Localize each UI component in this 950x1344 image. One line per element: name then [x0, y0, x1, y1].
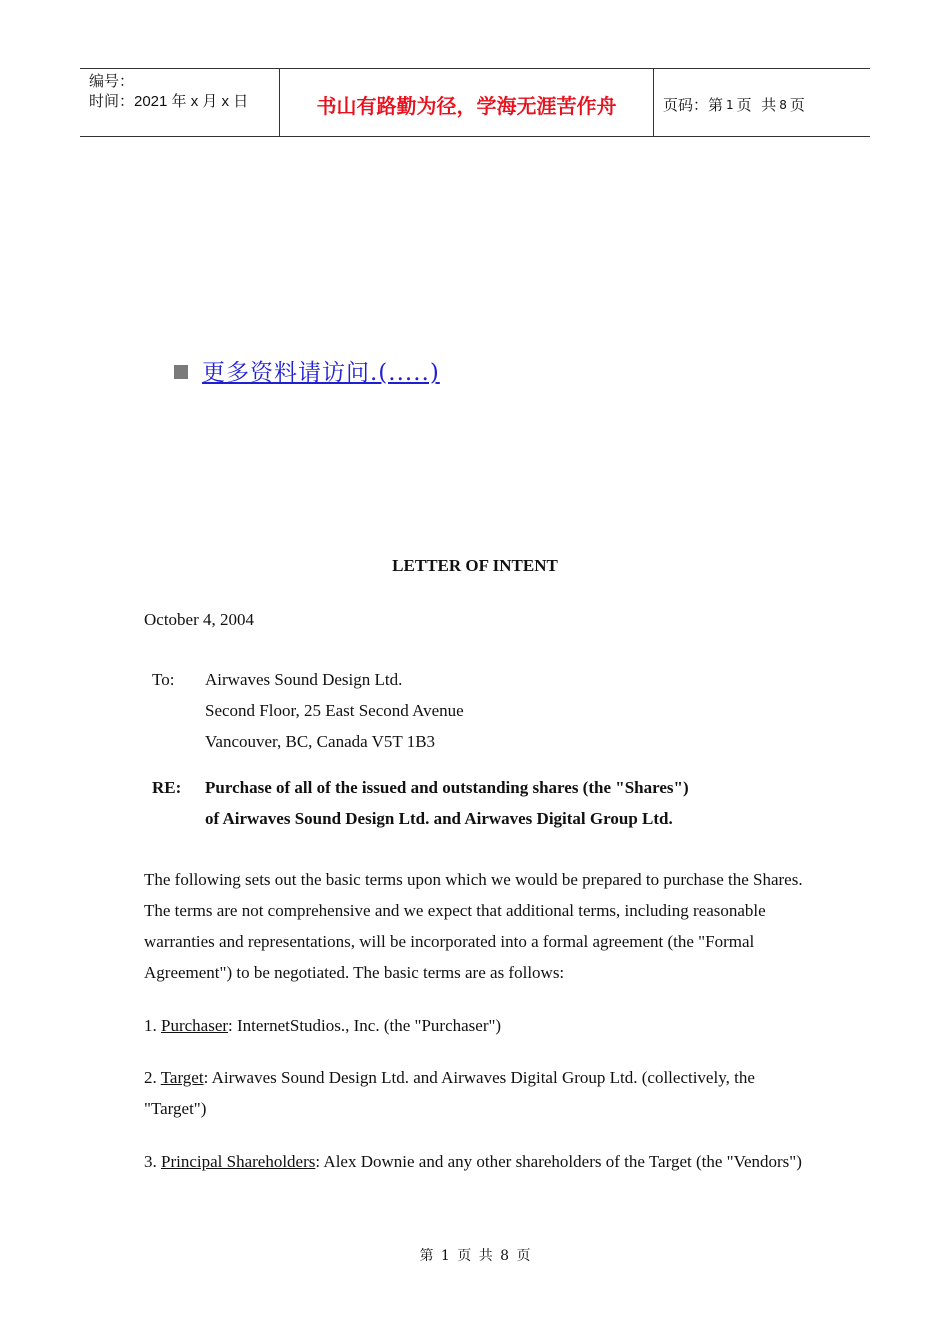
page-header [80, 68, 870, 137]
address-block [152, 664, 464, 757]
page-prefix: 页码：第 [663, 96, 724, 114]
intro-paragraph: The following sets out the basic terms upon which we would be prepared to purchase the Shares. The terms are not comprehensive and we expect that additional terms, including reasonable warranties and representations, will be incorporated into a formal agreement (the "Formal Agreement") to be negotiated. The basic terms are as follows: [144, 870, 803, 982]
promo-link[interactable]: 更多资料请访问.(.....) [202, 360, 440, 386]
address-line: Vancouver, BC, Canada V5T 1B3 [205, 732, 436, 751]
header-number-label: 编号： [89, 73, 135, 90]
page-total: 8 [779, 97, 787, 112]
re-label: RE: [152, 778, 182, 797]
subject-lines [205, 772, 689, 834]
promo-link-row [174, 354, 440, 387]
term-item [144, 1010, 804, 1041]
item-number: 1. [144, 1016, 157, 1035]
address-lines [205, 664, 464, 757]
page-footer: 第 1 页 共 8 页 [419, 1248, 531, 1264]
item-text: : InternetStudios., Inc. (the "Purchaser") [228, 1016, 502, 1035]
document-title: LETTER OF INTENT [392, 556, 558, 575]
address-line: Airwaves Sound Design Ltd. [205, 670, 403, 689]
page-suffix: 页 [789, 96, 805, 114]
item-number: 2. [144, 1068, 157, 1087]
letter-date: October 4, 2004 [144, 610, 255, 629]
item-term: Target [160, 1068, 204, 1087]
subject-line: Purchase of all of the issued and outstanding shares (the "Shares") [205, 778, 689, 797]
item-number: 3. [144, 1152, 157, 1171]
header-page-number [654, 69, 870, 136]
item-text: : Airwaves Sound Design Ltd. and Airwaves Digital Group Ltd. (collectively, the "Target") [144, 1068, 755, 1118]
header-meta [80, 69, 280, 136]
term-item [144, 1062, 804, 1124]
header-date: 时间：2021 年 x 月 x 日 [89, 93, 249, 110]
item-text: : Alex Downie and any other shareholders of the Target (the "Vendors") [315, 1152, 802, 1171]
page-mid: 页 共 [736, 96, 777, 114]
address-line: Second Floor, 25 East Second Avenue [205, 701, 464, 720]
term-item [144, 1146, 804, 1177]
square-bullet-icon [174, 365, 188, 379]
item-term: Principal Shareholders [161, 1152, 316, 1171]
to-label: To: [152, 670, 175, 689]
subject-block [152, 772, 689, 834]
item-term: Purchaser [161, 1016, 229, 1035]
subject-line: of Airwaves Sound Design Ltd. and Airwaves Digital Group Ltd. [205, 809, 673, 828]
header-motto: 书山有路勤为径，学海无涯苦作舟 [280, 69, 654, 136]
page-current: 1 [726, 97, 734, 112]
